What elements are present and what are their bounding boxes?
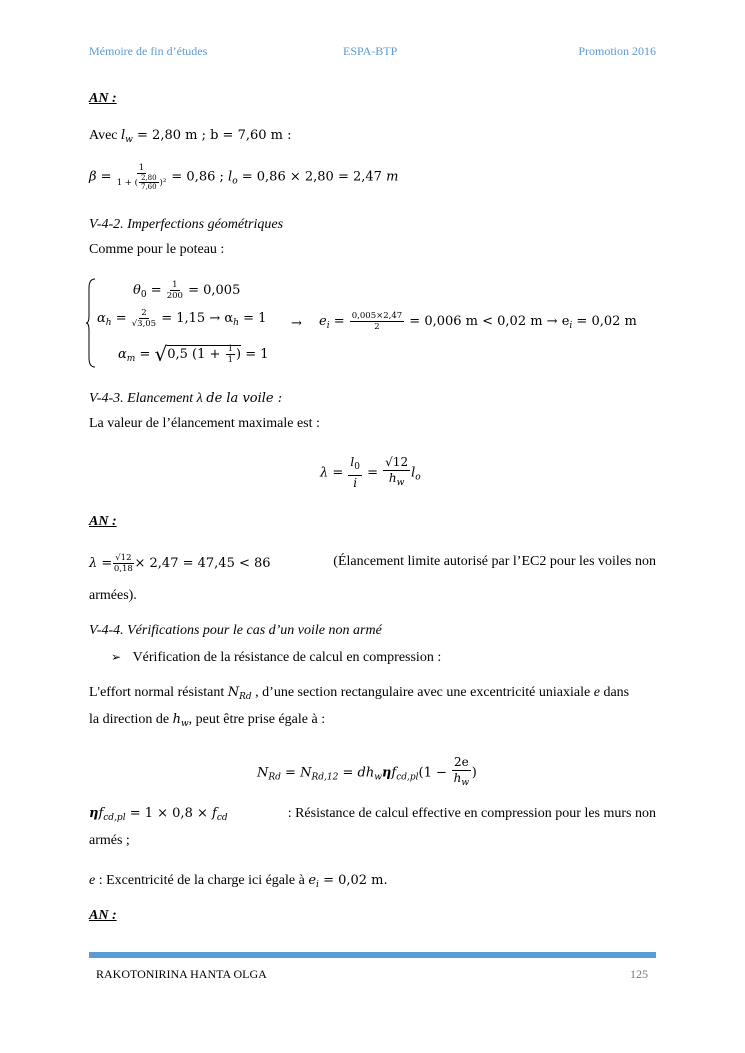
nrd-dh-sub: w — [374, 772, 382, 783]
nrd-eta: η — [381, 765, 392, 781]
exc-res: = 0,02 m. — [318, 873, 388, 888]
alpha-h-eq: = — [111, 311, 131, 326]
theta-sub: 0 — [140, 290, 147, 300]
beta-lo: l — [228, 169, 233, 185]
theta-den: 200 — [166, 291, 183, 301]
ei-lhs: e — [319, 314, 327, 329]
beta-frac — [117, 163, 167, 191]
avec-w: w — [125, 135, 133, 145]
theta-line — [133, 280, 240, 304]
header-center: ESPA-BTP — [343, 44, 398, 58]
an-label-2: AN : — [89, 514, 117, 529]
bullet-item — [111, 648, 441, 667]
ei-line — [319, 311, 637, 335]
alpha-m-rad: 0,5 (1 + — [167, 347, 225, 362]
alpha-h-sub2: h — [233, 318, 239, 328]
theta-lhs: θ — [133, 283, 141, 298]
beta-result: = 0,86 ; — [171, 169, 229, 185]
theta-eq: = — [146, 283, 166, 298]
exc-ei: e — [308, 873, 317, 888]
beta-den-pre: 1 + ( — [116, 178, 138, 188]
ei-eq: = — [329, 314, 349, 329]
alpha-m-den: 1 — [227, 355, 233, 365]
nrd-f-sub: cd,pl — [396, 772, 419, 783]
nrd-close: ) — [471, 765, 477, 781]
lambda-an-lhs: λ = — [89, 556, 113, 571]
lambda-frac2 — [383, 455, 410, 491]
alpha-h-frac — [132, 308, 156, 329]
section-v44: V-4-4. Vérifications pour le cas d’un voile non armé — [89, 623, 382, 638]
footer-rule — [89, 952, 656, 958]
footer-author: RAKOTONIRINA HANTA OLGA — [96, 967, 267, 981]
lambda-eq: = — [362, 465, 383, 481]
lambda-den2: h — [388, 471, 397, 485]
nrd-formula — [257, 755, 477, 791]
lambda-an-text2: armées). — [89, 588, 137, 603]
exc-ei-sub: i — [316, 880, 319, 890]
alpha-m-res: = 1 — [241, 347, 269, 362]
avec-line — [89, 127, 292, 149]
nrd-n2-sub: Rd,12 — [311, 772, 339, 783]
nrd-n: N — [257, 765, 269, 781]
lambda-tail-sub: o — [415, 472, 421, 483]
nrd-frac — [452, 755, 471, 791]
beta-lo-sub: o — [232, 176, 238, 187]
nrd-open: (1 − — [418, 765, 451, 781]
section-v43-tail: de la voile : — [206, 391, 283, 406]
avec-eq: = 2,80 m ; b = 7,60 m : — [132, 128, 292, 143]
alpha-h-line — [97, 308, 266, 332]
eta-f2: f — [212, 806, 217, 821]
effort-hw-sub: w — [180, 719, 189, 729]
arrow-bullet-icon: ➢ — [111, 650, 122, 664]
lambda-num1-sub: 0 — [354, 462, 360, 472]
alpha-m-frac — [226, 344, 235, 365]
valeur-text: La valeur de l’élancement maximale est : — [89, 416, 320, 431]
effort-l2a: la direction de — [89, 712, 173, 727]
effort-line-2 — [89, 711, 325, 733]
beta-unit: m — [386, 169, 399, 185]
ei-sub2: i — [569, 321, 573, 331]
ei-res: = 0,006 m < 0,02 m → e — [405, 314, 570, 329]
eta-f: f — [98, 806, 104, 821]
theta-num: 1 — [172, 280, 178, 290]
ei-num: 0,005×2,47 — [351, 311, 403, 321]
beta-num: 1 — [138, 163, 145, 173]
left-brace-icon — [86, 278, 96, 368]
beta-lo-eq: = 0,86 × 2,80 = 2,47 — [237, 169, 387, 185]
eta-f2-sub: cd — [216, 813, 228, 823]
effort-hw: h — [172, 712, 181, 727]
effort-line-1 — [89, 684, 629, 706]
alpha-m-num: 1 — [227, 344, 233, 354]
lambda-an-text: (Élancement limite autorisé par l’EC2 pour les voiles non — [333, 554, 656, 569]
alpha-m-sub: m — [126, 354, 136, 364]
alpha-h-res2: = 1 — [238, 311, 267, 326]
lambda-num1: l — [350, 455, 355, 469]
section-v43 — [89, 390, 282, 408]
alpha-h-lhs: α — [97, 311, 106, 326]
alpha-m-line — [118, 344, 269, 368]
nrd-den: h — [453, 771, 462, 785]
implies-arrow: → — [291, 316, 302, 331]
lambda-an-frac — [113, 553, 133, 574]
an-label-1: AN : — [89, 91, 117, 106]
sqrt-icon: √ — [154, 342, 168, 366]
lambda-tail: l — [411, 465, 416, 481]
eta-f-sub: cd,pl — [103, 813, 126, 823]
eta-line — [89, 805, 656, 827]
beta-lhs: β = — [89, 169, 112, 185]
effort-e: e — [593, 685, 600, 700]
alpha-h-res: = 1,15 → α — [157, 311, 234, 326]
eta-symbol: η — [89, 806, 99, 821]
beta-line — [89, 163, 398, 191]
beta-den-post: )² — [159, 178, 167, 188]
ei-den: 2 — [374, 322, 380, 332]
nrd-f: f — [391, 765, 397, 781]
theta-frac — [167, 280, 183, 301]
header-left: Mémoire de fin d’études — [89, 44, 208, 58]
exc-line — [89, 872, 388, 894]
effort-l1c: dans — [599, 685, 630, 700]
alpha-h-num: 2 — [141, 308, 147, 318]
exc-text: : Excentricité de la charge ici égale à — [95, 873, 309, 888]
ei-sub: i — [326, 321, 330, 331]
nrd-den-sub: w — [461, 778, 470, 788]
effort-l1a: L'effort normal résistant — [89, 685, 228, 700]
lambda-den2-sub: w — [396, 478, 405, 488]
section-v42: V-4-2. Imperfections géométriques — [89, 217, 284, 232]
header-right: Promotion 2016 — [578, 44, 656, 58]
effort-l2b: , peut être prise égale à : — [188, 712, 326, 727]
nrd-dh: dh — [357, 765, 375, 781]
lambda-an-num: √12 — [115, 553, 132, 563]
nrd-eq1: = — [280, 765, 301, 781]
alpha-h-den: √3,05 — [131, 319, 157, 329]
lambda-an-line — [89, 553, 656, 574]
comme-text: Comme pour le poteau : — [89, 242, 225, 257]
lambda-den1: i — [353, 476, 358, 490]
effort-nrd: N — [227, 685, 240, 700]
section-v43-text: V-4-3. Elancement λ — [89, 391, 207, 406]
exc-e: e — [89, 873, 96, 888]
lambda-an-den: 0,18 — [113, 564, 133, 574]
eta-eq: = 1 × 0,8 × — [125, 806, 212, 821]
beta-den-num: 2,80 — [140, 174, 157, 182]
lambda-an-res: × 2,47 = 47,45 < 86 — [134, 556, 271, 571]
lambda-num2: √12 — [385, 455, 409, 469]
an-label-3: AN : — [89, 908, 117, 923]
avec-lw: l — [121, 128, 126, 143]
lambda-lhs: λ = — [320, 465, 344, 481]
beta-den-den: 7,60 — [140, 183, 157, 191]
effort-l1b: , d’une section rectangulaire avec une excentricité uniaxiale — [251, 685, 594, 700]
effort-nrd-sub: Rd — [239, 692, 252, 702]
eta-text2: armés ; — [89, 833, 130, 848]
lambda-formula — [320, 455, 421, 491]
nrd-n-sub: Rd — [268, 772, 281, 783]
bullet-text: Vérification de la résistance de calcul en compression : — [132, 650, 442, 665]
footer-page-number: 125 — [630, 967, 648, 981]
lambda-frac1 — [348, 455, 362, 491]
alpha-m-lhs: α — [118, 347, 127, 362]
theta-res: = 0,005 — [183, 283, 241, 298]
nrd-num: 2e — [454, 755, 469, 769]
alpha-m-eq: = — [135, 347, 155, 362]
ei-frac — [350, 311, 404, 332]
avec-prefix: Avec — [89, 128, 121, 143]
eta-text: : Résistance de calcul effective en compression pour les murs non — [287, 806, 656, 821]
nrd-n2: N — [300, 765, 312, 781]
alpha-h-sub: h — [105, 318, 112, 328]
nrd-eq2: = — [338, 765, 358, 781]
alpha-m-close: ) — [235, 347, 242, 362]
ei-res2: = 0,02 m — [572, 314, 637, 329]
